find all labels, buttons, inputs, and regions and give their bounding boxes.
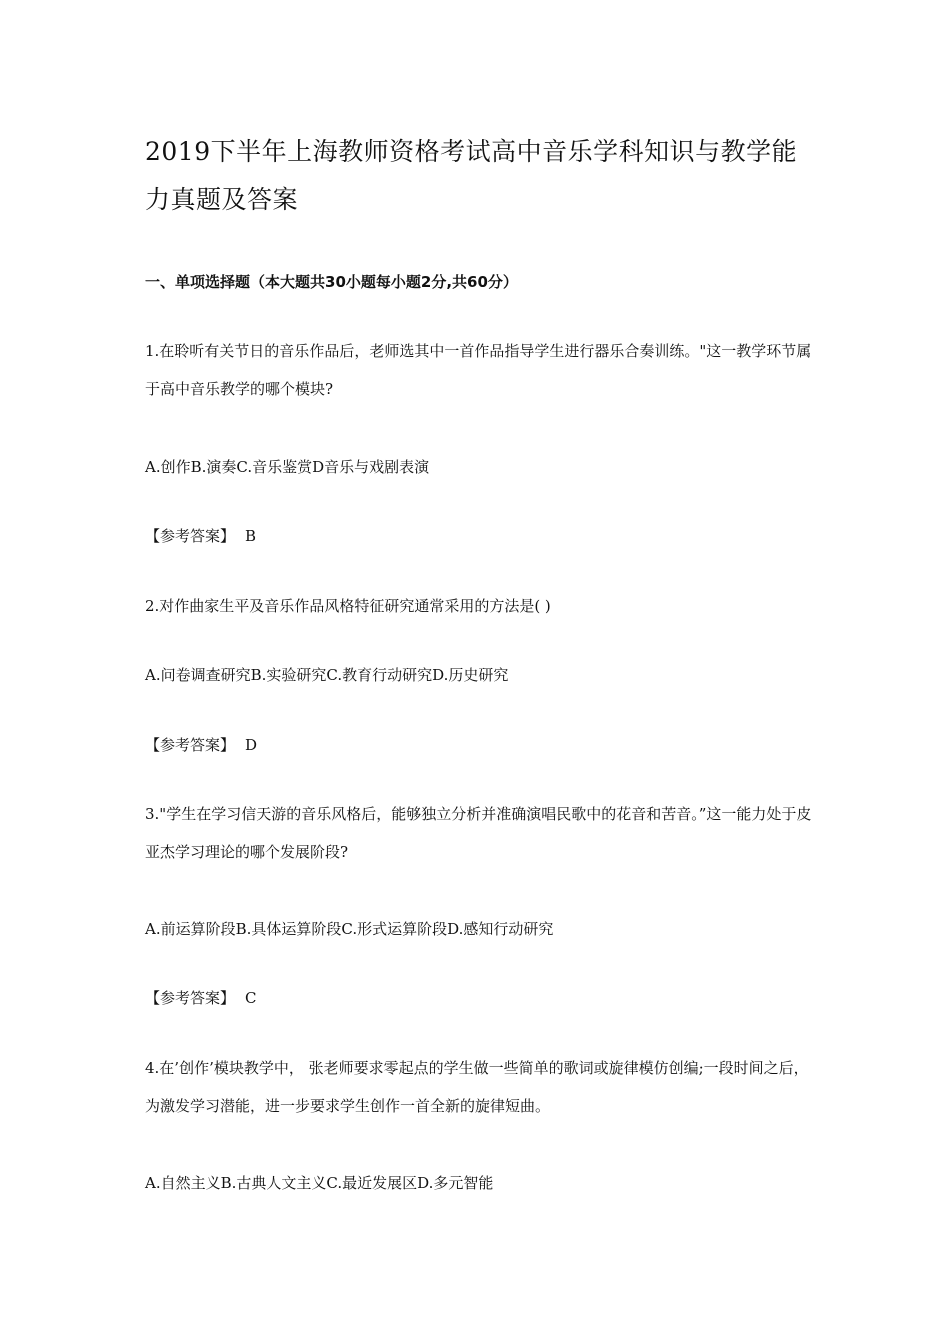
answer-label: 【参考答案】 (145, 736, 236, 754)
question-3-options: A.前运算阶段B.具体运算阶段C.形式运算阶段D.感知行动研究 (145, 920, 554, 938)
question-2-options: A.问卷调查研究B.实验研究C.教育行动研究D.历史研究 (145, 666, 509, 684)
question-3-answer (145, 986, 257, 1010)
answer-label: 【参考答案】 (145, 989, 236, 1007)
answer-value: C (245, 989, 257, 1007)
section-heading: 一、单项选择题（本大题共30小题每小题2分,共60分） (145, 273, 518, 291)
document-title: 2019下半年上海教师资格考试高中音乐学科知识与教学能力真题及答案 (145, 137, 798, 214)
question-2-answer (145, 733, 257, 757)
question-1-options: A.创作B.演奏C.音乐鉴赏D音乐与戏剧表演 (145, 458, 430, 476)
answer-value: B (245, 527, 257, 545)
answer-label: 【参考答案】 (145, 527, 236, 545)
question-1-stem: 1.在聆听有关节日的音乐作品后，老师选其中一首作品指导学生进行器乐合奏训练。"这一教学环节属于高中音乐教学的哪个模块? (145, 342, 812, 398)
question-1-answer (145, 524, 256, 548)
question-3-stem: 3."学生在学习信天游的音乐风格后，能够独立分析并准确演唱民歌中的花音和苦音。”这一能力处于皮亚杰学习理论的哪个发展阶段? (145, 805, 812, 861)
question-4-stem: 4.在’创作’模块教学中， 张老师要求零起点的学生做一些简单的歌词或旋律模仿创编;一段时间之后，为激发学习潜能，进一步要求学生创作一首全新的旋律短曲。 (145, 1059, 809, 1115)
answer-value: D (245, 736, 258, 754)
question-4-options: A.自然主义B.古典人文主义C.最近发展区D.多元智能 (145, 1174, 494, 1192)
question-2-stem: 2.对作曲家生平及音乐作品风格特征研究通常采用的方法是( ) (145, 597, 551, 615)
